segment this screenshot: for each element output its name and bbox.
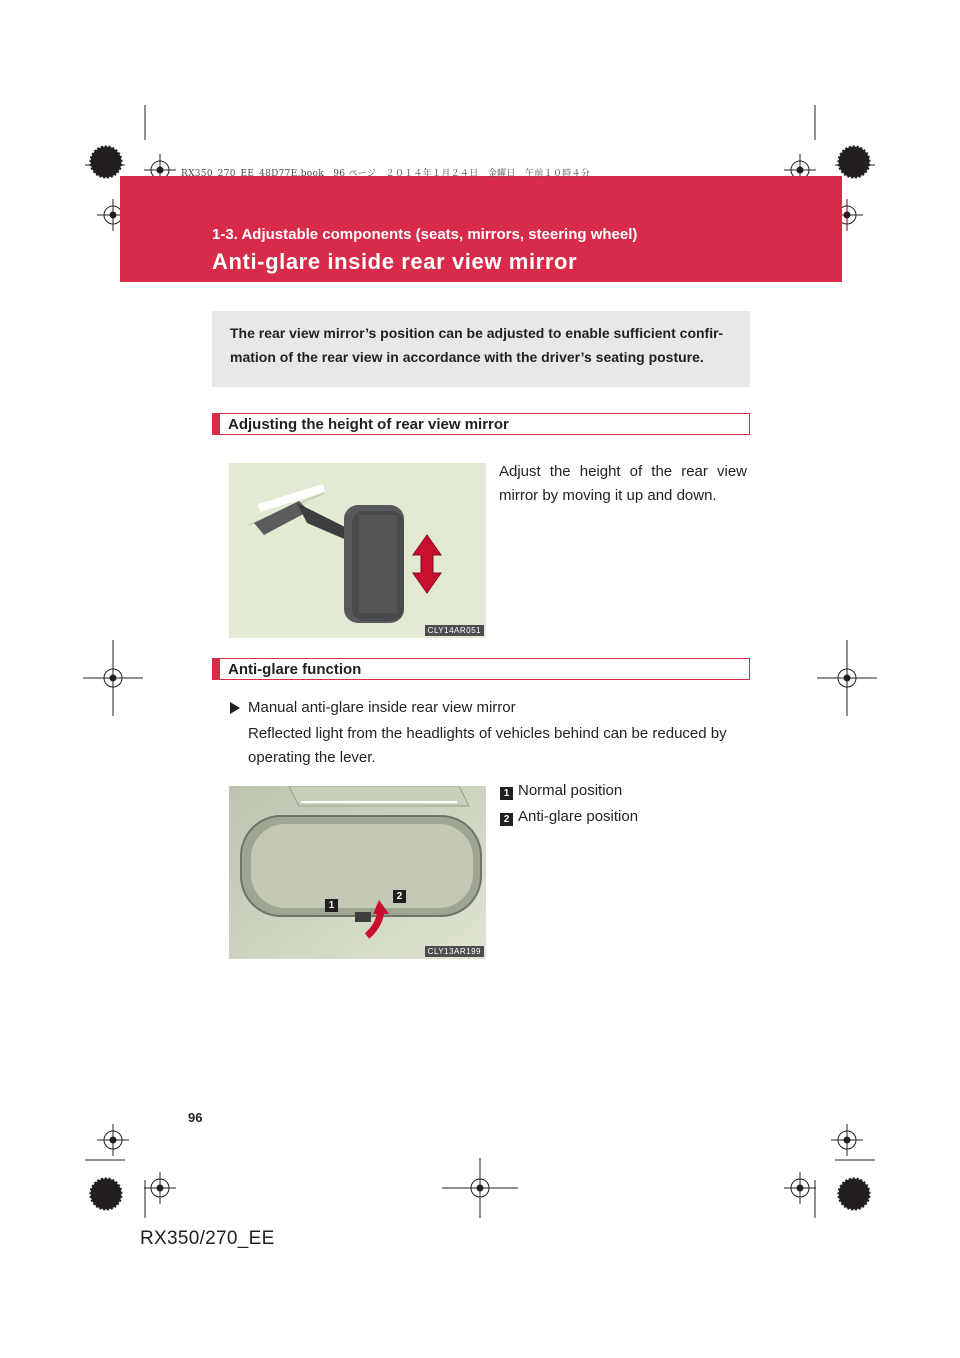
- intro-text: The rear view mirror’s position can be adjusted to enable sufficient confir- mation of the rear view in accordance with the driver’s seating posture.: [230, 325, 724, 365]
- section-title: 1-3. Adjustable components (seats, mirrors, steering wheel): [212, 226, 638, 243]
- bullet-title: Manual anti-glare inside rear view mirror: [248, 699, 516, 716]
- page-title: Anti-glare inside rear view mirror: [212, 249, 578, 274]
- legend-number-2: 2: [500, 813, 513, 826]
- legend-anti-glare-position: Anti-glare position: [518, 808, 639, 825]
- rear-view-mirror-illustration: [229, 463, 486, 638]
- bullet-body: Reflected light from the headlights of vehicles behind can be reduced by operating the lever.: [248, 725, 727, 766]
- page-number: 96: [188, 1110, 203, 1125]
- subsection-heading-text: Adjusting the height of rear view mirror: [228, 416, 509, 433]
- bullet-arrow-icon: [230, 702, 240, 714]
- legend-normal-position: Normal position: [518, 782, 623, 799]
- height-description: Adjust the height of the rear view mirror by moving it up and down.: [499, 463, 747, 504]
- model-footer: RX350/270_EE: [140, 1228, 275, 1249]
- book-meta-text: RX350_270_EE_48D77E.book 96 ページ ２０１４年１月２４日 金曜日 午前１０時４分: [181, 169, 591, 179]
- figure-code: CLY13AR199: [425, 946, 484, 957]
- callout-2: 2: [393, 890, 406, 903]
- subsection-heading-height: [212, 413, 750, 435]
- subsection-heading-antiglare: [212, 658, 750, 680]
- anti-glare-mirror-illustration: [229, 786, 486, 959]
- mirror-height-illustration: [229, 463, 486, 638]
- anti-glare-illustration: [229, 786, 486, 959]
- figure-code: CLY14AR051: [425, 625, 484, 636]
- legend-number-1: 1: [500, 787, 513, 800]
- subsection-heading-text: Anti-glare function: [228, 661, 362, 678]
- callout-1: 1: [325, 899, 338, 912]
